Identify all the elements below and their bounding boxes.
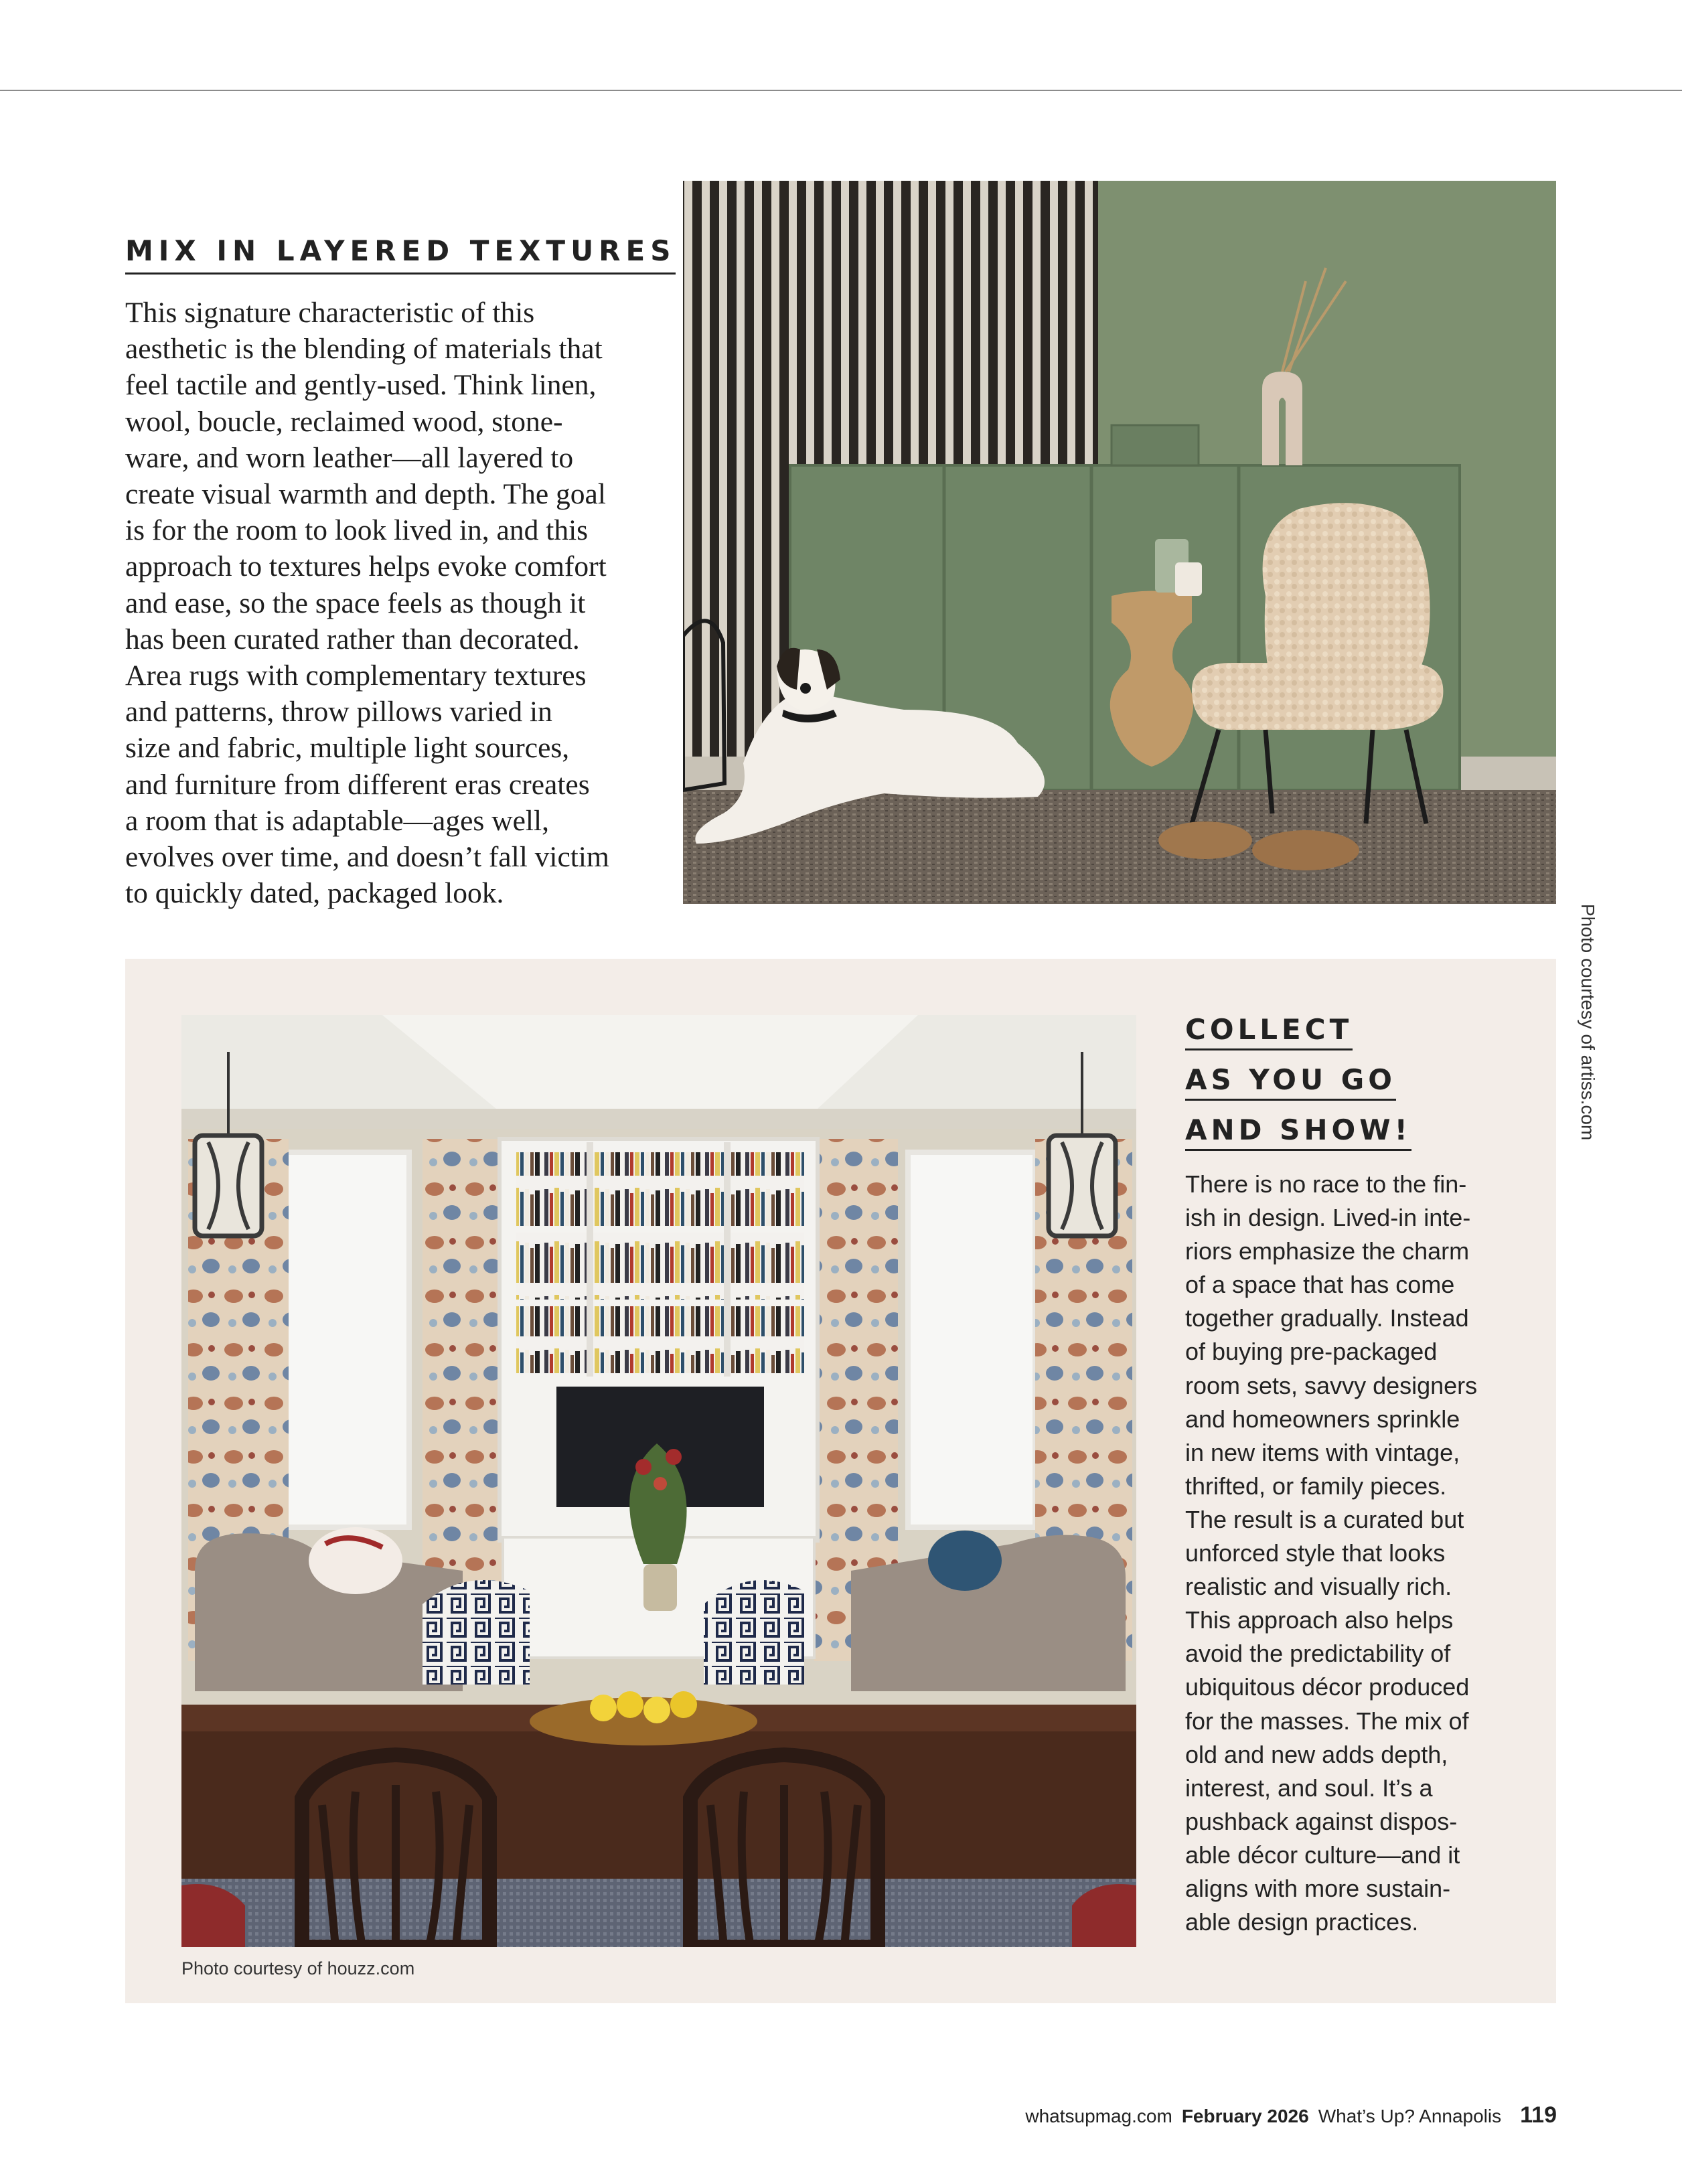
body-line: of buying pre-packaged [1185,1338,1438,1366]
top-rule [0,90,1682,91]
body-line: for the masses. The mix of [1185,1707,1469,1735]
body-line: able décor culture—and it [1185,1841,1460,1869]
body-line: aesthetic is the blending of materials that [125,333,603,366]
page-footer [1025,2102,1557,2128]
body-line: together gradually. Instead [1185,1304,1469,1332]
body-line: size and fabric, multiple light sources, [125,732,570,765]
photo-credit-houzz: Photo courtesy of houzz.com [181,1958,415,1978]
photo-living-room-bookshelf [181,1015,1136,1947]
body-line: realistic and visually rich. [1185,1573,1452,1601]
body-line: old and new adds depth, [1185,1740,1448,1768]
body-line: evolves over time, and doesn’t fall victim [125,841,609,874]
body-line: avoid the predictability of [1185,1640,1451,1668]
body-line: in new items with vintage, [1185,1438,1460,1466]
body-line: pushback against dispos- [1185,1807,1458,1835]
body-line: a room that is adaptable—ages well, [125,804,549,837]
footer-magazine: What’s Up? Annapolis [1318,2106,1502,2126]
body-line: room sets, savvy designers [1185,1371,1478,1399]
heading-line: AND SHOW! [1185,1113,1411,1151]
body-line: There is no race to the fin- [1185,1170,1467,1198]
body-line: ubiquitous décor produced [1185,1673,1470,1701]
section2-body [1185,1168,1507,1939]
body-line: feel tactile and gently-used. Think linen, [125,369,597,402]
body-line: of a space that has come [1185,1271,1455,1299]
heading-line: AS YOU GO [1185,1063,1396,1101]
body-line: This signature characteristic of this [125,297,535,329]
body-line: to quickly dated, packaged look. [125,877,504,910]
section1-body [125,295,634,911]
footer-date: February 2026 [1181,2106,1309,2126]
body-line: aligns with more sustain- [1185,1874,1451,1902]
body-line: and patterns, throw pillows varied in [125,696,552,728]
body-line: wool, boucle, reclaimed wood, stone- [125,405,563,438]
photo-credit-artiss: Photo courtesy of artiss.com [1578,904,1598,1141]
body-line: create visual warmth and depth. The goal [125,478,606,511]
body-line: This approach also helps [1185,1606,1454,1634]
photo-living-room-dog [683,181,1556,904]
body-line: able design practices. [1185,1908,1419,1936]
body-line: thrifted, or family pieces. [1185,1472,1447,1500]
page-number: 119 [1520,2102,1557,2128]
body-line: and homeowners sprinkle [1185,1405,1460,1433]
section1-heading: MIX IN LAYERED TEXTURES [125,234,676,275]
body-line: Area rugs with complementary textures [125,659,587,692]
section2-heading [1185,1012,1411,1163]
body-line: has been curated rather than decorated. [125,623,580,655]
body-line: interest, and soul. It’s a [1185,1774,1433,1802]
body-line: is for the room to look lived in, and this [125,514,589,547]
heading-line: COLLECT [1185,1012,1353,1050]
footer-site: whatsupmag.com [1025,2106,1172,2126]
body-line: and ease, so the space feels as though it [125,587,586,619]
body-line: approach to textures helps evoke comfort [125,550,607,583]
body-line: riors emphasize the charm [1185,1237,1470,1265]
body-line: unforced style that looks [1185,1539,1446,1567]
body-line: and furniture from different eras creates [125,768,590,801]
body-line: The result is a curated but [1185,1505,1464,1533]
body-line: ish in design. Lived-in inte- [1185,1204,1471,1232]
body-line: ware, and worn leather—all layered to [125,441,574,474]
